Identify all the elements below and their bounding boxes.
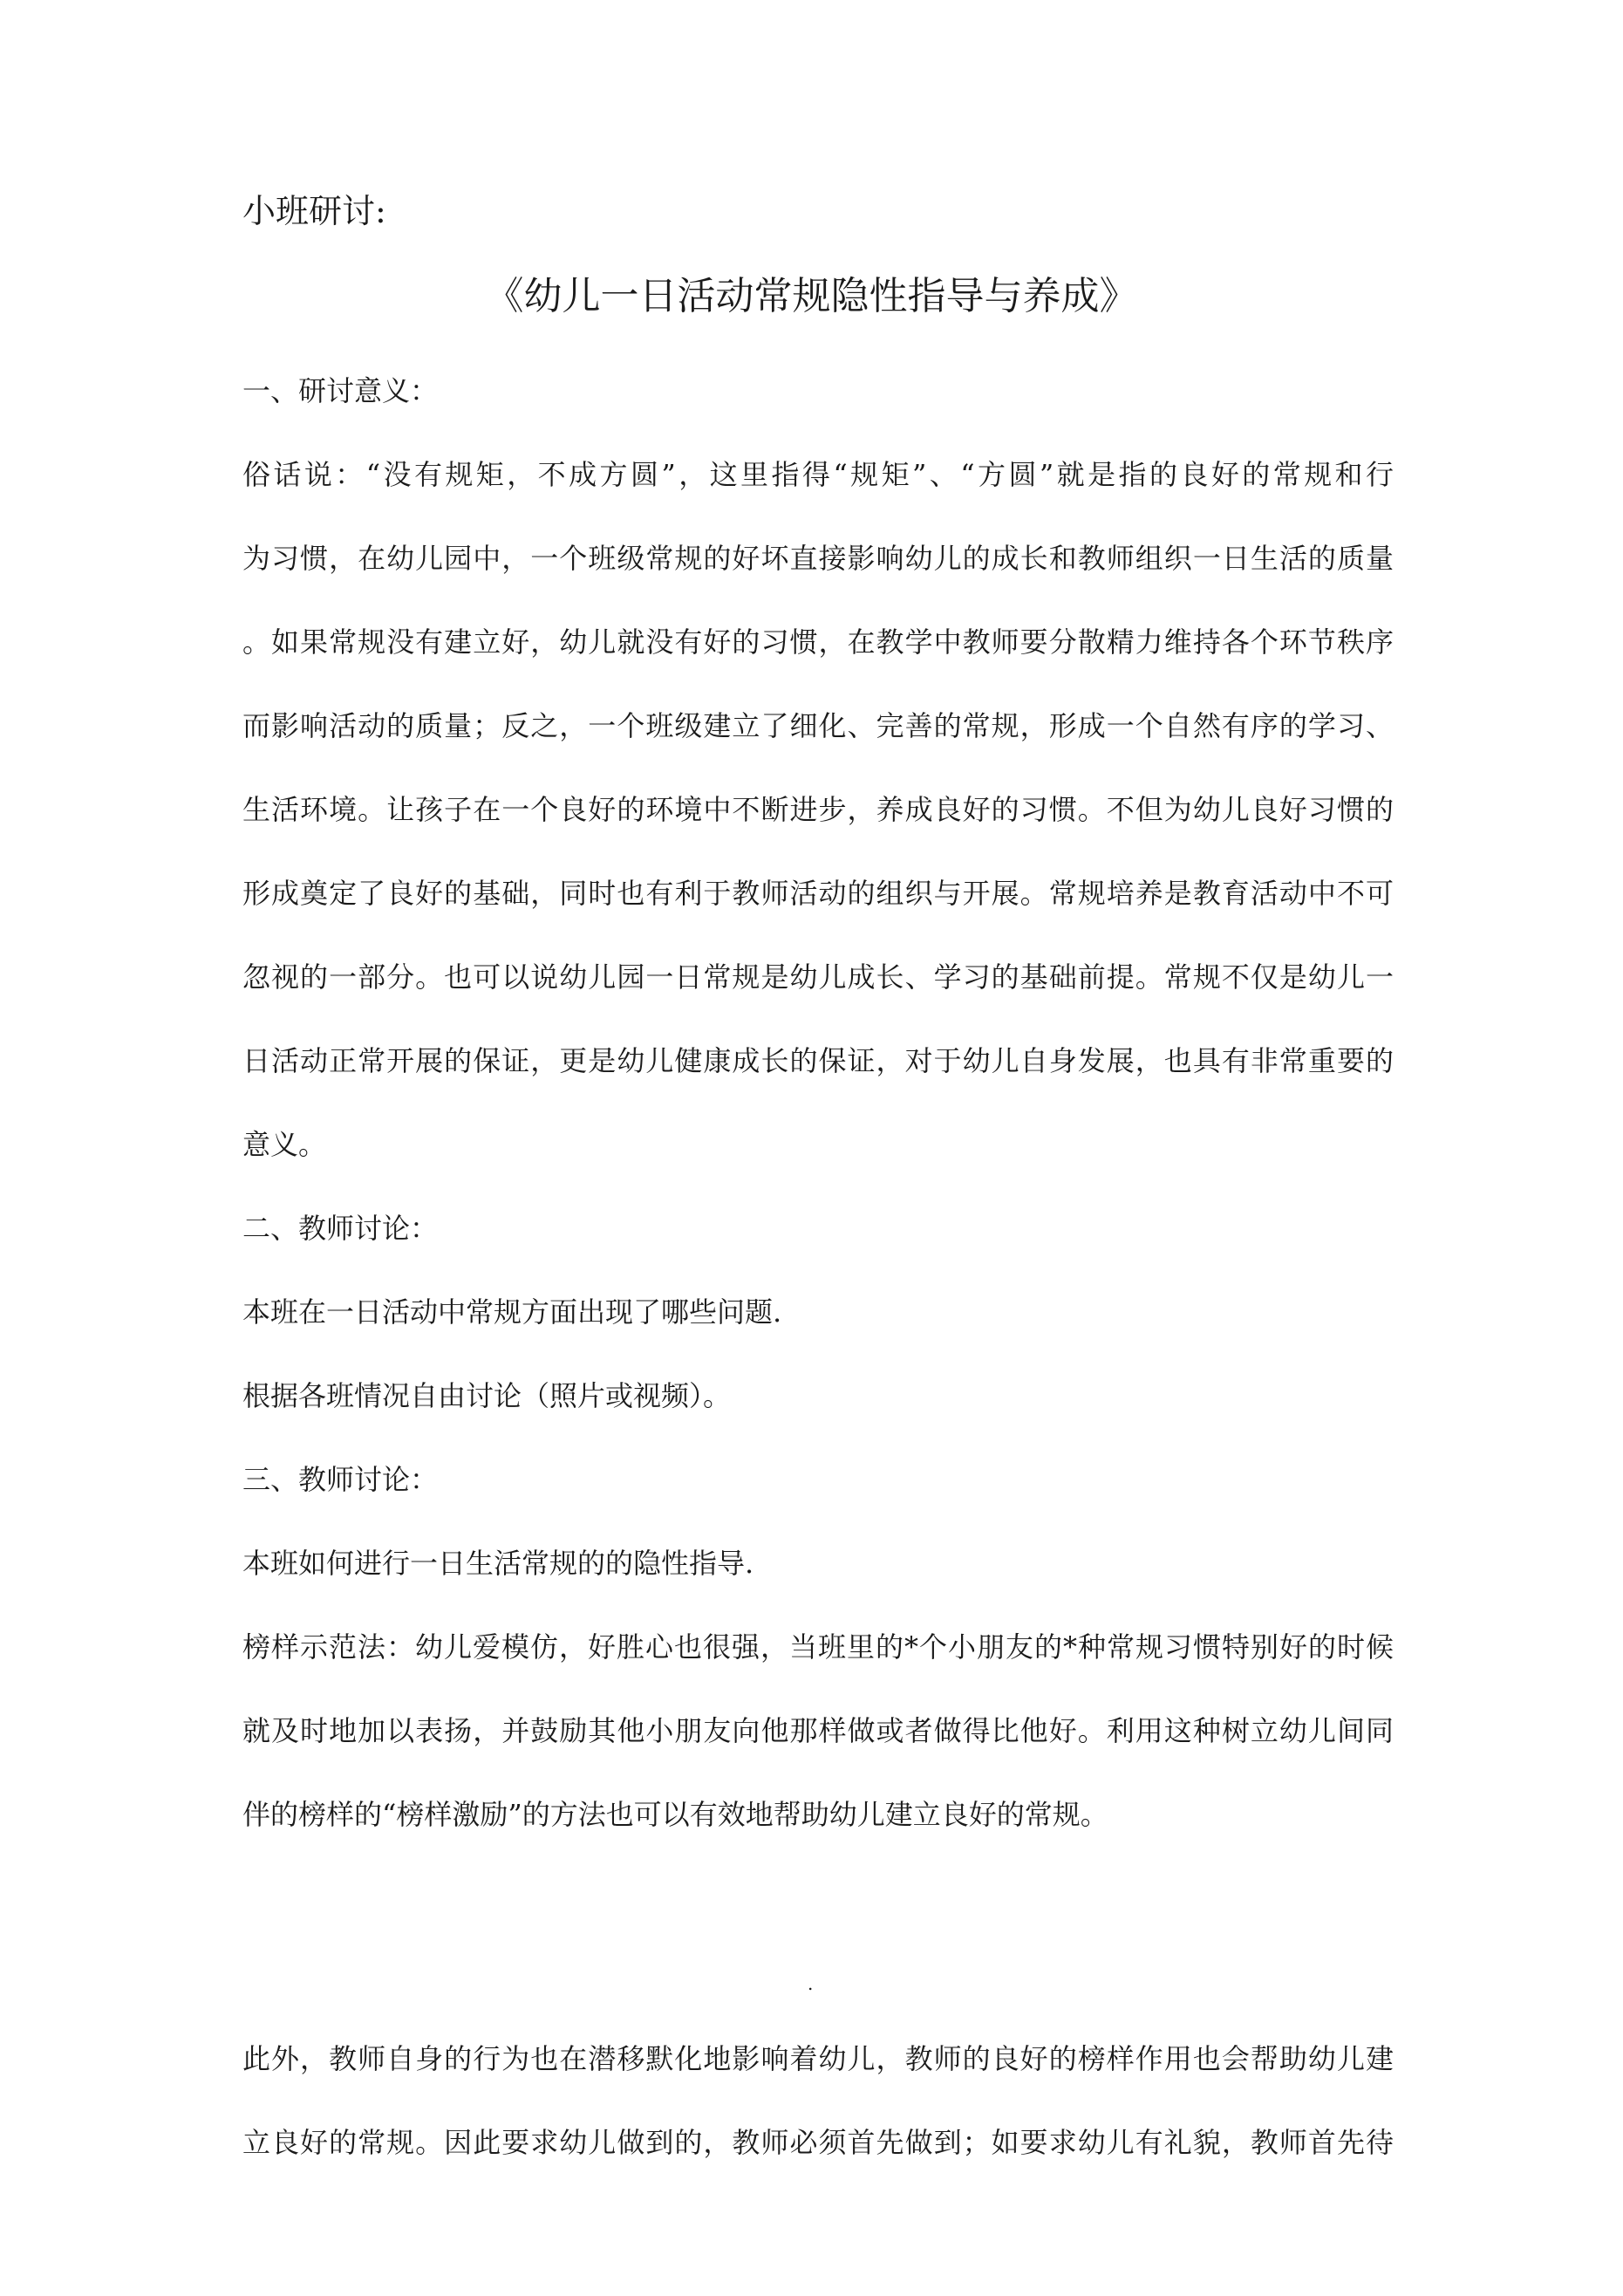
paragraph-line: 意义。 xyxy=(242,1128,327,1161)
paragraph-line: 此外，教师自身的行为也在潜移默化地影响着幼儿，教师的良好的榜样作用也会帮助幼儿建 xyxy=(242,2042,1394,2075)
document-header: 小班研讨: xyxy=(242,192,386,230)
section2-heading: 二、教师讨论： xyxy=(242,1212,439,1245)
section3-line: 本班如何进行一日生活常规的的隐性指导. xyxy=(242,1547,754,1580)
paragraph-line: 立良好的常规。因此要求幼儿做到的，教师必须首先做到；如要求幼儿有礼貌，教师首先待 xyxy=(242,2126,1394,2159)
paragraph-line: 生活环境。让孩子在一个良好的环境中不断进步，养成良好的习惯。不但为幼儿良好习惯的 xyxy=(242,793,1394,826)
document-title: 《幼儿一日活动常规隐性指导与养成》 xyxy=(485,274,1138,318)
paragraph-line: 就及时地加以表扬，并鼓励其他小朋友向他那样做或者做得比他好。利用这种树立幼儿间同 xyxy=(242,1714,1394,1747)
section1-heading: 一、研讨意义： xyxy=(242,374,439,407)
paragraph-line: 忽视的一部分。也可以说幼儿园一日常规是幼儿成长、学习的基础前提。常规不仅是幼儿一 xyxy=(242,960,1394,994)
section3-heading: 三、教师讨论： xyxy=(242,1463,439,1496)
paragraph-line: 。如果常规没有建立好，幼儿就没有好的习惯，在教学中教师要分散精力维持各个环节秩序 xyxy=(242,625,1394,659)
paragraph-line: 伴的榜样的“榜样激励”的方法也可以有效地帮助幼儿建立良好的常规。 xyxy=(242,1798,1108,1831)
paragraph-line: 而影响活动的质量；反之，一个班级建立了细化、完善的常规，形成一个自然有序的学习、 xyxy=(242,709,1394,742)
section2-line: 根据各班情况自由讨论（照片或视频）。 xyxy=(242,1379,732,1412)
paragraph-line: 日活动正常开展的保证，更是幼儿健康成长的保证，对于幼儿自身发展，也具有非常重要的 xyxy=(242,1044,1394,1077)
paragraph-line: 形成奠定了良好的基础，同时也有利于教师活动的组织与开展。常规培养是教育活动中不可 xyxy=(242,877,1394,910)
paragraph-line: 榜样示范法：幼儿爱模仿，好胜心也很强，当班里的*个小朋友的*种常规习惯特别好的时候 xyxy=(242,1630,1394,1664)
section2-line: 本班在一日活动中常规方面出现了哪些问题. xyxy=(242,1295,782,1329)
page-separator-dot: . xyxy=(808,1973,814,1994)
paragraph-line: 俗话说：“没有规矩，不成方圆”，这里指得“规矩”、“方圆”就是指的良好的常规和行 xyxy=(242,458,1394,491)
paragraph-line: 为习惯，在幼儿园中，一个班级常规的好坏直接影响幼儿的成长和教师组织一日生活的质量 xyxy=(242,542,1394,575)
